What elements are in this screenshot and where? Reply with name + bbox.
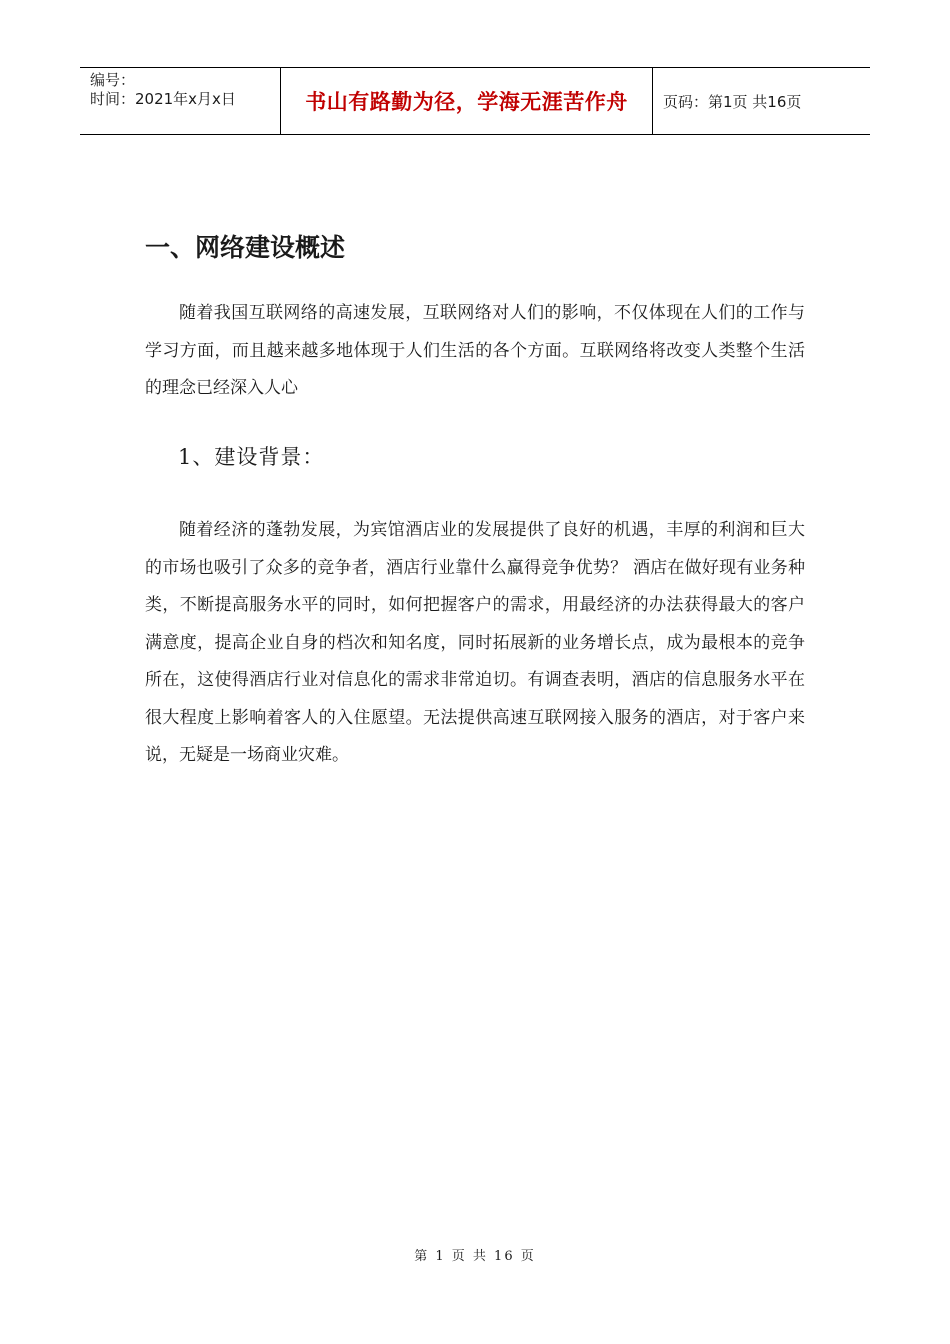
header-motto-cell [281, 68, 653, 134]
document-number-label: 编号： [90, 71, 136, 89]
intro-paragraph: 随着我国互联网络的高速发展，互联网络对人们的影响，不仅体现在人们的工作与学习方面，而且越来越多地体现于人们生活的各个方面。互联网络将改变人类整个生活的理念已经深入人心 [145, 303, 805, 398]
background-paragraph: 随着经济的蓬勃发展，为宾馆酒店业的发展提供了良好的机遇，丰厚的利润和巨大的市场也吸引了众多的竞争者，酒店行业靠什么赢得竞争优势？ 酒店在做好现有业务种类，不断提高服务水平的同时，如何把握客户的需求，用最经济的办法获得最大的客户满意度，提高企业自身的档次和知名度，同时拓展新的业务增长点，成为最根本的竞争所在，这使得酒店行业对信息化的需求非常迫切。有调查表明，酒店的信息服务水平在很大程度上影响着客人的入住愿望。无法提供高速互联网接入服务的酒店，对于客户来说，无疑是一场商业灾难。 [145, 520, 805, 765]
document-header [80, 67, 870, 135]
header-page-info: 页码：第1页 共16页 [663, 92, 802, 111]
page-footer: 第 1 页 共 16 页 [414, 1249, 536, 1264]
subsection-heading: 1、建设背景： [178, 445, 325, 469]
header-motto: 书山有路勤为径，学海无涯苦作舟 [305, 90, 628, 114]
header-meta-cell [80, 68, 281, 134]
header-page-cell [653, 68, 870, 134]
section-heading: 一、网络建设概述 [145, 233, 346, 262]
document-time-label: 时间：2021年x月x日 [90, 90, 236, 108]
